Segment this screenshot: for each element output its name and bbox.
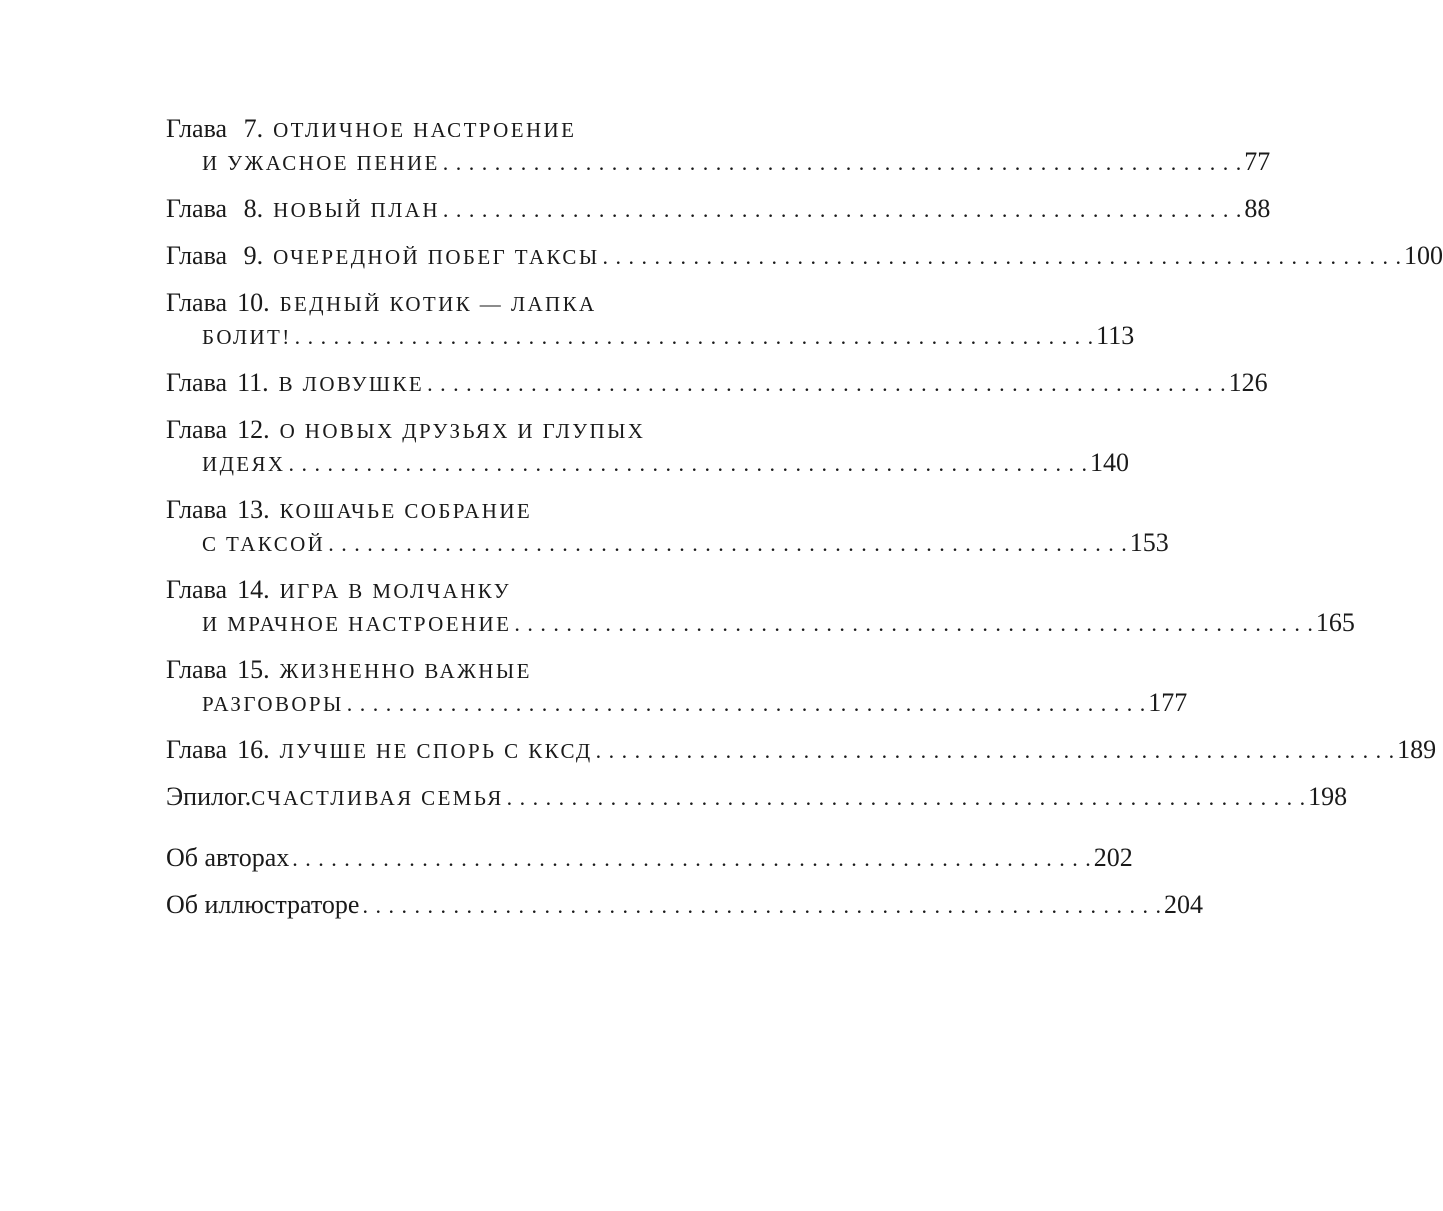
- toc-line: [166, 841, 1133, 874]
- chapter-number: 7.: [237, 114, 264, 143]
- toc-entry-chapter-8: [166, 192, 1271, 225]
- chapter-prefix: [166, 112, 273, 145]
- chapter-number: 11.: [237, 368, 269, 397]
- chapter-number: 13.: [237, 495, 270, 524]
- toc-entry-about-illustrator: [166, 888, 1203, 921]
- dot-leader: [440, 146, 1245, 179]
- dot-leader: [292, 320, 1097, 353]
- page-number: 204: [1163, 890, 1203, 919]
- chapter-word: Глава: [166, 241, 228, 270]
- toc-line: [166, 573, 732, 606]
- chapter-prefix: [166, 413, 280, 446]
- toc-line: [166, 319, 1135, 352]
- chapter-prefix: [166, 733, 280, 766]
- chapter-prefix: [166, 239, 273, 272]
- chapter-title: В ЛОВУШКЕ: [278, 372, 425, 396]
- chapter-title-continued: РАЗГОВОРЫ: [202, 692, 344, 716]
- toc-entry-chapter-9: [166, 239, 1443, 272]
- chapter-number: 15.: [237, 655, 270, 684]
- page-number: 198: [1308, 782, 1348, 811]
- toc-line: [166, 606, 1355, 639]
- chapter-title: КОШАЧЬЕ СОБРАНИЕ: [279, 499, 533, 523]
- chapter-word: Глава: [166, 575, 228, 604]
- dot-leader: [325, 527, 1130, 560]
- chapter-title: ОЧЕРЕДНОЙ ПОБЕГ ТАКСЫ: [273, 245, 600, 269]
- chapter-title: ЖИЗНЕННО ВАЖНЫЕ: [279, 659, 532, 683]
- chapter-number: 12.: [237, 415, 270, 444]
- dot-leader: [440, 193, 1245, 226]
- toc-line: [166, 446, 1129, 479]
- chapter-word: Глава: [166, 735, 228, 764]
- dot-leader: [593, 734, 1398, 767]
- chapter-prefix: [166, 286, 280, 319]
- toc-line: [166, 653, 732, 686]
- page-number: 165: [1315, 608, 1355, 637]
- chapter-word: Глава: [166, 194, 228, 223]
- chapter-word: Глава: [166, 655, 228, 684]
- toc-line: [166, 780, 1348, 813]
- toc-line: [166, 286, 732, 319]
- chapter-title: БЕДНЫЙ КОТИК — ЛАПКА: [279, 292, 597, 316]
- toc-entry-chapter-15: [166, 653, 1188, 719]
- toc-entry-chapter-12: [166, 413, 1129, 479]
- dot-leader: [359, 889, 1164, 922]
- epilogue-title: СЧАСТЛИВАЯ СЕМЬЯ: [251, 786, 504, 810]
- toc-line: [166, 145, 1271, 178]
- chapter-word: Глава: [166, 495, 228, 524]
- toc-entry-epilogue: [166, 780, 1348, 813]
- chapter-title-continued: ИДЕЯХ: [202, 452, 286, 476]
- toc-line: [166, 888, 1203, 921]
- toc-entry-chapter-16: [166, 733, 1437, 766]
- chapter-prefix: [166, 573, 280, 606]
- chapter-prefix: [166, 192, 273, 225]
- chapter-title-continued: С ТАКСОЙ: [202, 532, 326, 556]
- page-number: 126: [1228, 368, 1268, 397]
- chapter-title-continued: БОЛИТ!: [202, 325, 292, 349]
- dot-leader: [600, 240, 1405, 273]
- toc-entry-chapter-10: [166, 286, 1135, 352]
- chapter-word: Глава: [166, 368, 228, 397]
- about-illustrator-title: Об иллюстраторе: [166, 890, 360, 919]
- dot-leader: [344, 687, 1149, 720]
- toc-entry-chapter-13: [166, 493, 1169, 559]
- chapter-number: 10.: [237, 288, 270, 317]
- chapter-title-continued: И МРАЧНОЕ НАСТРОЕНИЕ: [202, 612, 512, 636]
- chapter-title: ЛУЧШЕ НЕ СПОРЬ С ККСД: [279, 739, 593, 763]
- toc-line: [166, 686, 1188, 719]
- dot-leader: [286, 447, 1091, 480]
- dot-leader: [511, 607, 1316, 640]
- page-number: 113: [1096, 321, 1135, 350]
- chapter-prefix: [166, 366, 279, 399]
- chapter-number: 14.: [237, 575, 270, 604]
- chapter-title: ОТЛИЧНОЕ НАСТРОЕНИЕ: [273, 118, 577, 142]
- page-number: 88: [1244, 194, 1271, 223]
- toc-entry-about-authors: [166, 841, 1133, 874]
- chapter-title-continued: И УЖАСНОЕ ПЕНИЕ: [202, 151, 440, 175]
- toc-line: [166, 526, 1169, 559]
- toc-line: [166, 733, 1437, 766]
- dot-leader: [504, 781, 1309, 814]
- page-number: 140: [1090, 448, 1129, 477]
- about-authors-title: Об авторах: [166, 843, 290, 872]
- table-of-contents: [166, 112, 1443, 935]
- toc-line: [166, 413, 732, 446]
- chapter-number: 9.: [237, 241, 264, 270]
- toc-entry-chapter-7: [166, 112, 1271, 178]
- chapter-word: Глава: [166, 288, 228, 317]
- page-number: 202: [1093, 843, 1133, 872]
- chapter-title: О НОВЫХ ДРУЗЬЯХ И ГЛУПЫХ: [279, 419, 646, 443]
- chapter-title: НОВЫЙ ПЛАН: [273, 198, 440, 222]
- toc-line: [166, 192, 1271, 225]
- epilogue-prefix: Эпилог.: [166, 782, 252, 811]
- toc-entry-chapter-11: [166, 366, 1268, 399]
- page-number: 100: [1404, 241, 1443, 270]
- page-number: 177: [1148, 688, 1188, 717]
- chapter-prefix: [166, 493, 280, 526]
- chapter-title: ИГРА В МОЛЧАНКУ: [279, 579, 512, 603]
- toc-entry-chapter-14: [166, 573, 1355, 639]
- page-number: 153: [1129, 528, 1169, 557]
- toc-line: [166, 112, 732, 145]
- chapter-prefix: [166, 653, 280, 686]
- chapter-number: 8.: [237, 194, 264, 223]
- chapter-word: Глава: [166, 415, 228, 444]
- chapter-word: Глава: [166, 114, 228, 143]
- chapter-number: 16.: [237, 735, 270, 764]
- toc-line: [166, 366, 1268, 399]
- toc-line: [166, 239, 1443, 272]
- dot-leader: [424, 367, 1229, 400]
- page-number: 189: [1397, 735, 1437, 764]
- dot-leader: [289, 842, 1094, 875]
- page-number: 77: [1244, 147, 1271, 176]
- toc-line: [166, 493, 732, 526]
